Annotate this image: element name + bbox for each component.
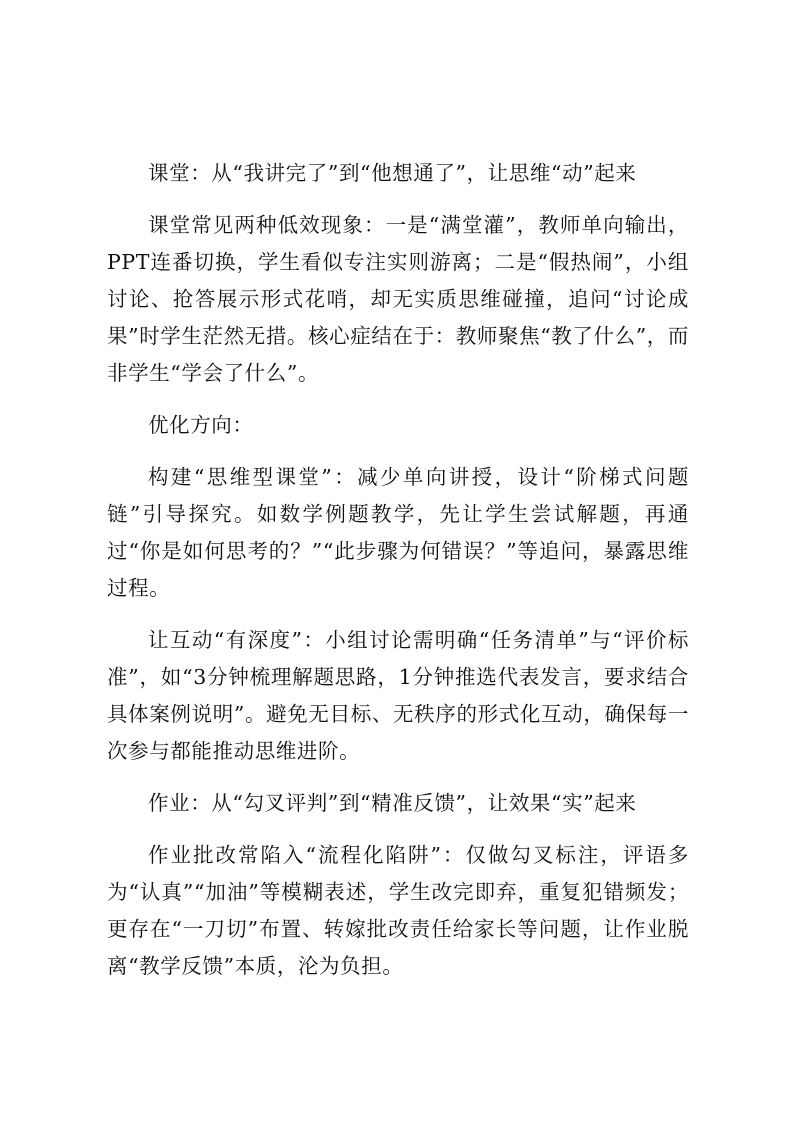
section-heading-classroom: 课堂：从“我讲完了”到“他想通了”，让思维“动”起来 — [148, 161, 637, 185]
paragraph-optimization-label: 优化方向： — [148, 413, 254, 437]
paragraph-deep-interaction: 让互动“有深度”：小组讨论需明确“任务清单”与“评价标准”，如“3分钟梳理解题思路，1分钟推选代表发言，要求结合具体案例说明”。避免无目标、无秩序的形式化互动，确保每一次参与都能推动思维进阶。 — [107, 628, 689, 763]
paragraph-classroom-problems: 课堂常见两种低效现象：一是“满堂灌”，教师单向输出，PPT连番切换，学生看似专注实则游离；二是“假热闹”，小组讨论、抢答展示形式花哨，却无实质思维碰撞，追问“讨论成果”时学生茫然无措。核心症结在于：教师聚焦“教了什么”，而非学生“学会了什么”。 — [107, 213, 689, 385]
paragraph-homework-problems: 作业批改常陷入“流程化陷阱”：仅做勾叉标注，评语多为“认真”“加油”等模糊表述，学生改完即弃，重复犯错频发；更存在“一刀切”布置、转嫁批改责任给家长等问题，让作业脱离“教学反馈”本质，沦为负担。 — [107, 843, 689, 978]
document-body — [107, 155, 689, 1000]
paragraph-thinking-classroom: 构建“思维型课堂”：减少单向讲授，设计“阶梯式问题链”引导探究。如数学例题教学，先让学生尝试解题，再通过“你是如何思考的？”“此步骤为何错误？”等追问，暴露思维过程。 — [107, 465, 689, 600]
section-heading-homework: 作业：从“勾叉评判”到“精准反馈”，让效果“实”起来 — [148, 791, 637, 815]
